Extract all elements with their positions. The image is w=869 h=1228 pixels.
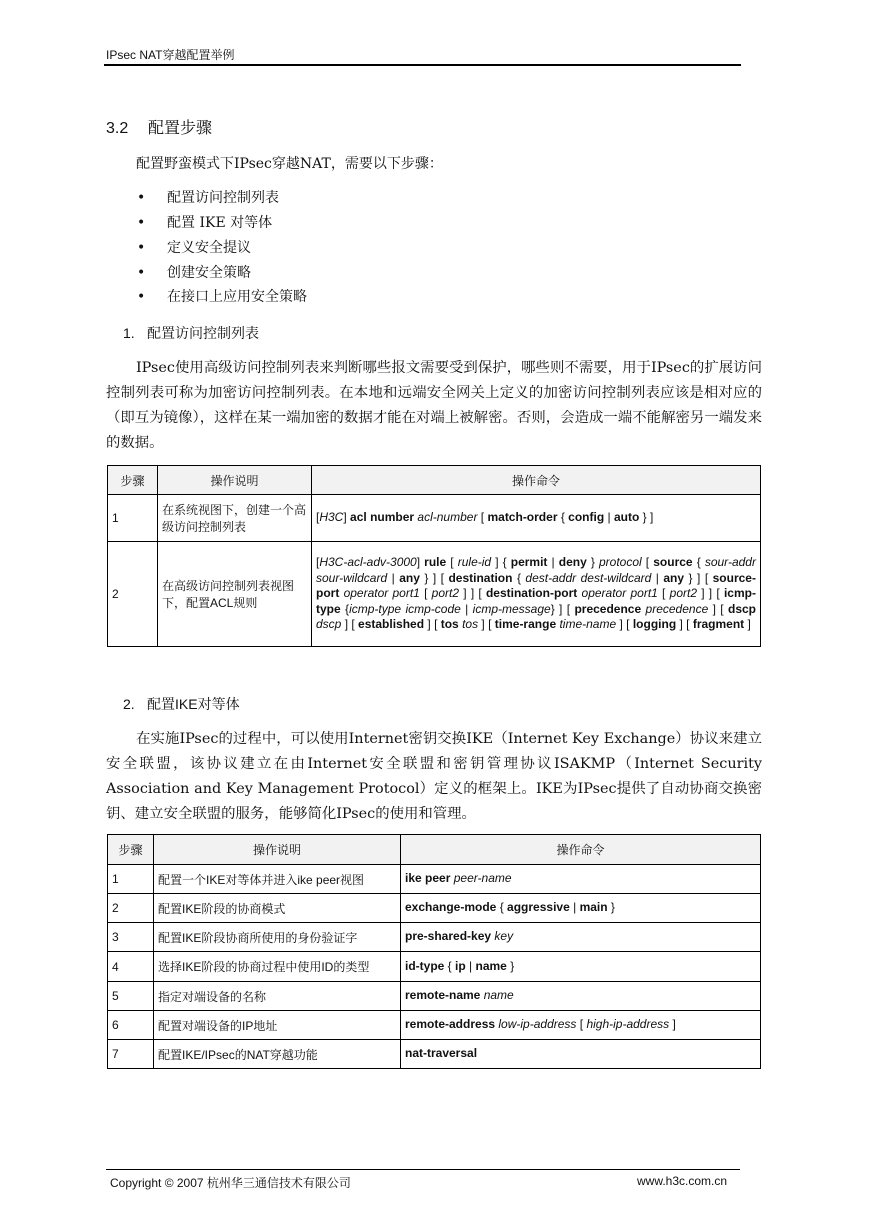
table-header: 步骤 xyxy=(108,835,154,865)
desc-cell: 配置IKE阶段协商所使用的身份验证字 xyxy=(154,923,401,952)
desc-cell: 在高级访问控制列表视图下，配置ACL规则 xyxy=(158,542,312,647)
cmd-cell: ike peer peer-name xyxy=(401,865,761,894)
step-cell: 3 xyxy=(108,923,154,952)
paragraph-acl: IPsec使用高级访问控制列表来判断哪些报文需要受到保护，哪些则不需要，用于IPsec的扩展访问控制列表可称为加密访问控制列表。在本地和远端安全网关上定义的加密访问控制列表应该是相对应的（即互为镜像），这样在某一端加密的数据才能在对端上被解密。否则，会造成一端不能解密另一端发来的数据。 xyxy=(106,360,762,451)
table-header: 操作命令 xyxy=(312,466,761,495)
table-row xyxy=(108,495,761,542)
subsection-heading-1: 1. 配置访问控制列表 xyxy=(123,325,259,341)
desc-cell: 配置IKE/IPsec的NAT穿越功能 xyxy=(154,1040,401,1069)
cmd-cell: exchange-mode { aggressive | main } xyxy=(401,894,761,923)
table-header-row xyxy=(108,466,761,495)
footer-divider xyxy=(106,1169,740,1170)
list-item: • 定义安全提议 xyxy=(137,240,251,256)
table-row xyxy=(108,865,761,894)
step-cell: 5 xyxy=(108,982,154,1011)
footer-url[interactable]: www.h3c.com.cn xyxy=(637,1174,728,1188)
desc-cell: 配置IKE阶段的协商模式 xyxy=(154,894,401,923)
footer-copyright: Copyright © 2007 杭州华三通信技术有限公司 xyxy=(110,1176,351,1190)
step-cell: 1 xyxy=(108,865,154,894)
table-row xyxy=(108,542,761,647)
paragraph-ike: 在实施IPsec的过程中，可以使用Internet密钥交换IKE（Internet Key Exchange）协议来建立安全联盟，该协议建立在由Internet安全联盟和密钥管理协议ISAKMP（Internet Security Association and Key Management Protocol）定义的框架上。IKE为IPsec提供了自动协商交换密钥、建立安全联盟的服务，能够简化IPsec的使用和管理。 xyxy=(106,731,762,822)
desc-cell: 配置一个IKE对等体并进入ike peer视图 xyxy=(154,865,401,894)
step-cell: 2 xyxy=(108,894,154,923)
subsection-heading-2: 2. 配置IKE对等体 xyxy=(123,696,240,712)
table-header: 操作说明 xyxy=(154,835,401,865)
list-item: • 配置 IKE 对等体 xyxy=(137,215,273,231)
table-row xyxy=(108,1011,761,1040)
step-cell: 7 xyxy=(108,1040,154,1069)
list-item: • 配置访问控制列表 xyxy=(137,190,279,206)
cmd-cell: pre-shared-key key xyxy=(401,923,761,952)
section-number: 3.2 xyxy=(106,120,129,137)
table-row xyxy=(108,923,761,952)
step-cell: 4 xyxy=(108,952,154,982)
table-header-row xyxy=(108,835,761,865)
step-cell: 6 xyxy=(108,1011,154,1040)
table-header: 操作命令 xyxy=(401,835,761,865)
table-row xyxy=(108,894,761,923)
table-header: 步骤 xyxy=(108,466,158,495)
ike-config-table xyxy=(107,834,761,1069)
table-row xyxy=(108,982,761,1011)
section-heading xyxy=(106,115,212,138)
cmd-cell: [H3C] acl number acl-number [ match-order { config | auto } ] xyxy=(312,495,761,542)
list-item: • 在接口上应用安全策略 xyxy=(137,289,307,305)
table-header: 操作说明 xyxy=(158,466,312,495)
desc-cell: 配置对端设备的IP地址 xyxy=(154,1011,401,1040)
cmd-cell: remote-address low-ip-address [ high-ip-address ] xyxy=(401,1011,761,1040)
cmd-cell: id-type { ip | name } xyxy=(401,952,761,982)
cmd-cell: remote-name name xyxy=(401,982,761,1011)
desc-cell: 在系统视图下，创建一个高级访问控制列表 xyxy=(158,495,312,542)
intro-text: 配置野蛮模式下IPsec穿越NAT，需要以下步骤： xyxy=(136,156,443,172)
step-cell: 1 xyxy=(108,495,158,542)
desc-cell: 指定对端设备的名称 xyxy=(154,982,401,1011)
header-divider xyxy=(104,64,741,66)
step-cell: 2 xyxy=(108,542,158,647)
section-title: 配置步骤 xyxy=(148,120,213,137)
table-row xyxy=(108,952,761,982)
acl-config-table xyxy=(107,465,761,647)
desc-cell: 选择IKE阶段的协商过程中使用ID的类型 xyxy=(154,952,401,982)
table-row xyxy=(108,1040,761,1069)
list-item: • 创建安全策略 xyxy=(137,265,251,281)
page-header-title: IPsec NAT穿越配置举例 xyxy=(106,48,235,62)
cmd-cell: [H3C-acl-adv-3000] rule [ rule-id ] { permit | deny } protocol [ source { sour-addr sour-wildcard | any } ] [ destination { dest-addr dest-wildcard | any } ] [ source-port operator port1 [ port2 ] ] [ destination-port operator port1 [ port2 ] ] [ icmp-type {icmp-type icmp-code | icmp-message} ] [ precedence precedence ] [ dscp dscp ] [ established ] [ tos tos ] [ time-range time-name ] [ logging ] [ fragment ] xyxy=(312,542,761,647)
cmd-cell: nat-traversal xyxy=(401,1040,761,1069)
